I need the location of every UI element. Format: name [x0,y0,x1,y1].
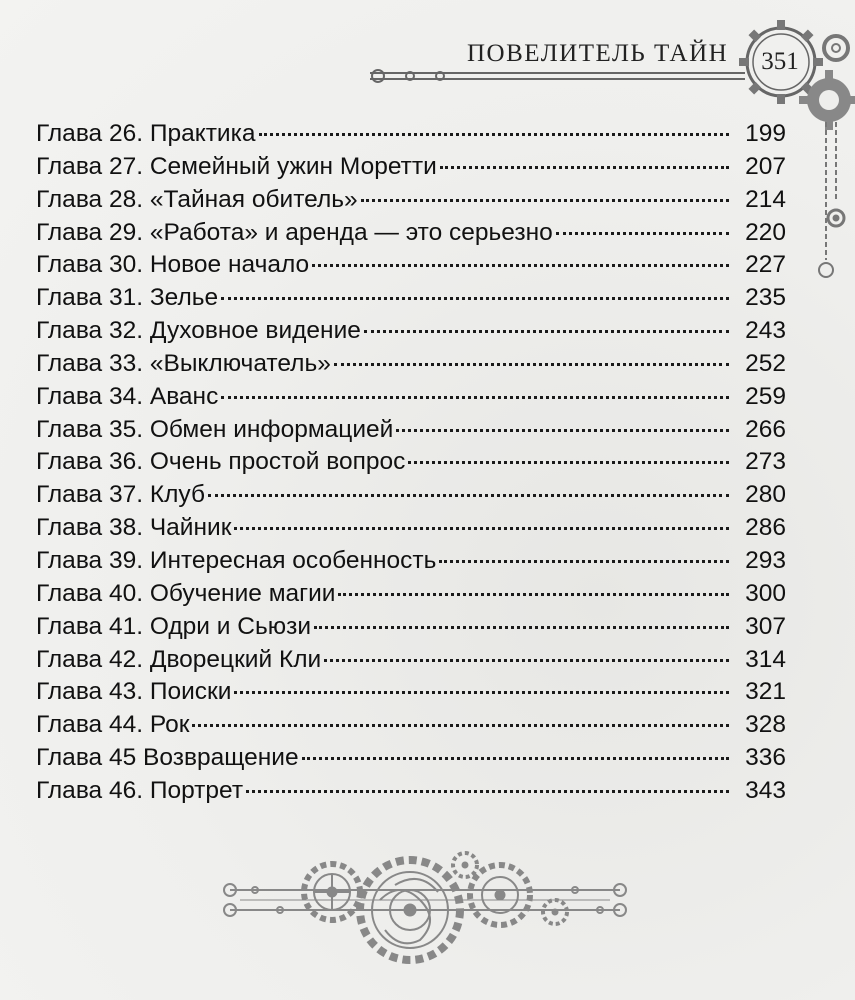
toc-dot-leader [408,461,729,464]
toc-entry-title: Глава 39. Интересная особенность [36,546,437,574]
toc-entry [36,578,786,611]
toc-entry-title: Глава 31. Зелье [36,284,219,312]
toc-entry [36,644,786,677]
toc-entry-page: 235 [745,284,786,312]
page-header [0,0,855,120]
toc-entry-page: 321 [745,678,786,706]
toc-entry [36,414,786,447]
toc-entry-title: Глава 27. Семейный ужин Моретти [36,152,437,180]
toc-entry-page: 259 [745,382,786,410]
toc-entry-title: Глава 32. Духовное видение [36,317,361,345]
toc-dot-leader [556,232,729,235]
toc-entry-title: Глава 38. Чайник [36,514,232,542]
running-title: ПОВЕЛИТЕЛЬ ТАЙН [467,40,729,67]
toc-entry [36,446,786,479]
toc-dot-leader [221,396,729,399]
toc-dot-leader [234,527,729,530]
toc-entry [36,184,786,217]
toc-dot-leader [314,626,729,629]
toc-dot-leader [440,166,729,169]
toc-entry-page: 252 [745,349,786,377]
toc-entry-title: Глава 35. Обмен информацией [36,415,394,443]
toc-entry-page: 207 [745,152,786,180]
toc-entry-title: Глава 42. Дворецкий Кли [36,645,322,673]
toc-entry-title: Глава 33. «Выключатель» [36,349,331,377]
toc-dot-leader [364,330,729,333]
toc-entry [36,315,786,348]
toc-entry [36,479,786,512]
toc-entry [36,348,786,381]
toc-entry-page: 220 [745,218,786,246]
toc-entry-page: 273 [745,448,786,476]
toc-entry-page: 343 [745,776,786,804]
toc-entry-title: Глава 30. Новое начало [36,251,310,279]
toc-entry-page: 328 [745,711,786,739]
toc-entry-page: 280 [745,481,786,509]
footer-gear-ornament [0,850,855,1000]
toc-entry-page: 307 [745,612,786,640]
toc-dot-leader [192,724,729,727]
toc-entry-title: Глава 43. Поиски [36,678,232,706]
toc-entry [36,742,786,775]
toc-dot-leader [259,133,730,136]
toc-entry-title: Глава 28. «Тайная обитель» [36,185,358,213]
toc-entry-title: Глава 46. Портрет [36,776,244,804]
toc-dot-leader [246,790,729,793]
toc-entry-title: Глава 34. Аванс [36,382,219,410]
toc-entry [36,151,786,184]
toc-entry [36,217,786,250]
toc-entry [36,512,786,545]
toc-entry-title: Глава 36. Очень простой вопрос [36,448,406,476]
toc-entry [36,676,786,709]
toc-entry [36,249,786,282]
toc-entry-page: 300 [745,579,786,607]
toc-dot-leader [312,264,729,267]
toc-dot-leader [208,494,729,497]
toc-entry [36,118,786,151]
toc-dot-leader [334,363,729,366]
toc-entry-title: Глава 26. Практика [36,120,256,147]
toc-entry [36,282,786,315]
toc-entry-page: 286 [745,514,786,542]
toc-dot-leader [361,199,729,202]
toc-entry-page: 266 [745,415,786,443]
toc-entry [36,709,786,742]
toc-dot-leader [234,691,729,694]
toc-entry-page: 336 [745,744,786,772]
toc-entry-page: 199 [745,120,786,147]
toc-entry-page: 214 [745,185,786,213]
toc-entry-title: Глава 29. «Работа» и аренда — это серьезно [36,218,553,246]
toc-entry-page: 243 [745,317,786,345]
toc-entry-title: Глава 40. Обучение магии [36,579,336,607]
toc-entry [36,381,786,414]
toc-entry-title: Глава 45 Возвращение [36,744,299,772]
toc-entry-title: Глава 37. Клуб [36,481,205,509]
toc-dot-leader [221,297,729,300]
toc-dot-leader [396,429,729,432]
toc-entry-title: Глава 44. Рок [36,711,190,739]
page-number: 351 [761,48,799,75]
toc-entry-page: 227 [745,251,786,279]
toc-dot-leader [338,593,729,596]
toc-dot-leader [324,659,729,662]
toc-entry-page: 293 [745,546,786,574]
toc-entry [36,775,786,808]
toc-entry-page: 314 [745,645,786,673]
toc-entry-title: Глава 41. Одри и Сьюзи [36,612,312,640]
toc-dot-leader [439,560,729,563]
toc-entry [36,545,786,578]
toc-dot-leader [302,757,729,760]
toc-entry [36,611,786,644]
table-of-contents [36,118,786,808]
